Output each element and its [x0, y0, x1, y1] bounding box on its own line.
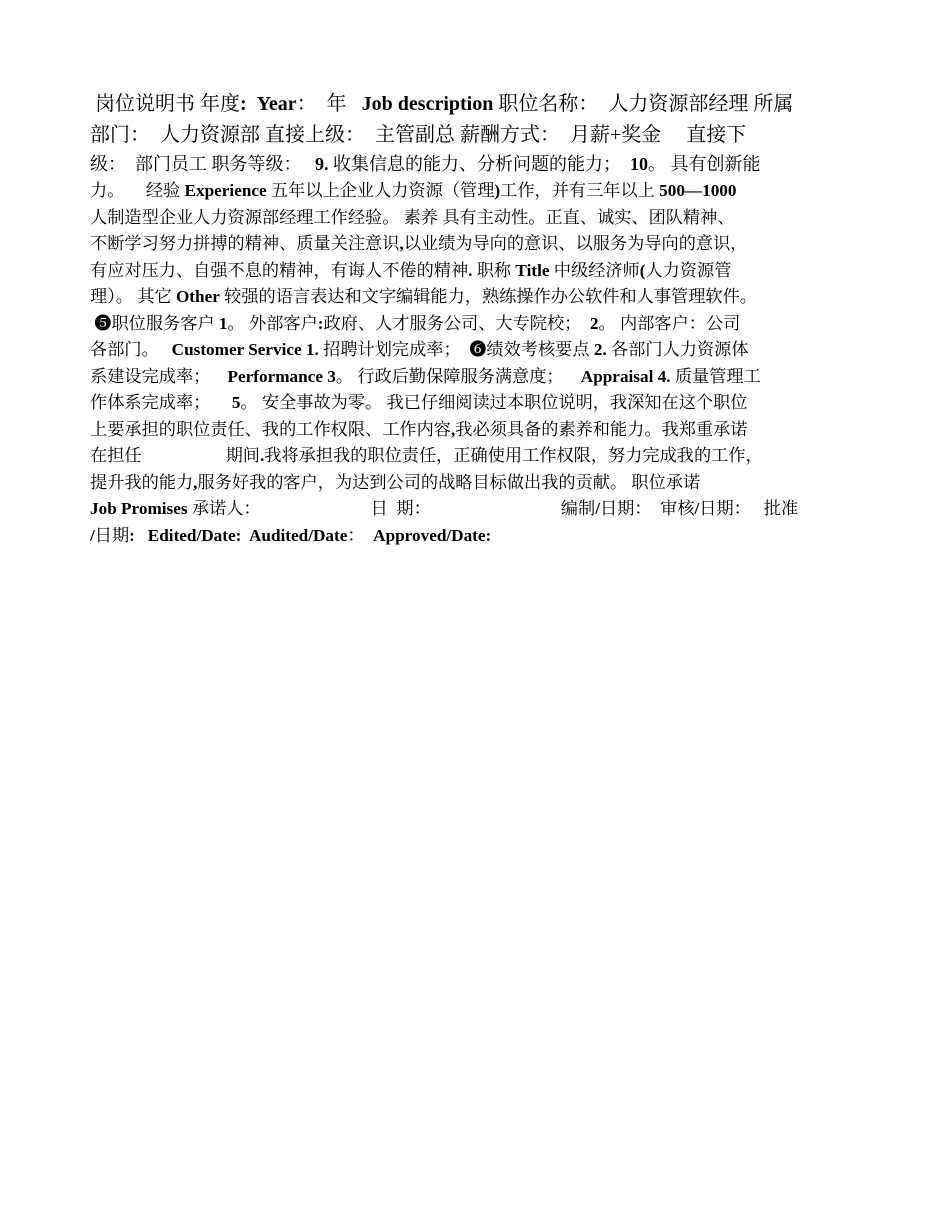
job-description-text	[90, 88, 880, 549]
text-run: 中级经济师	[549, 260, 640, 280]
bold-text-run: )	[494, 181, 501, 200]
text-run: 以业绩为导向的意识、以服务为导向的意识，	[403, 234, 748, 253]
text-run: 。 具有创新能	[648, 154, 761, 174]
text-run: 各部门人力资源体	[606, 340, 749, 359]
text-line-9	[90, 311, 880, 338]
text-run: 职称	[472, 260, 516, 280]
text-line-11	[90, 364, 880, 391]
text-run: 。 安全事故为零。 我已仔细阅读过本职位说明，我深知在这个职位	[240, 393, 748, 412]
text-run: 收集信息的能力、分析问题的能力；	[328, 154, 630, 174]
bold-text-run: Job Promises	[90, 499, 188, 518]
text-run: 职位名称： 人力资源部经理 所属	[493, 93, 794, 115]
bold-text-run: :	[240, 93, 247, 115]
bold-text-run: Job description	[361, 93, 494, 115]
text-run: 日期	[94, 525, 130, 545]
text-run: 编制	[560, 499, 596, 518]
bold-text-run: Experience	[184, 181, 267, 200]
bold-text-run: .	[468, 260, 473, 280]
text-line-8	[90, 284, 880, 311]
text-run: ：	[347, 525, 374, 545]
text-run: 我必须具备的素养和能力。我郑重承诺	[455, 419, 748, 439]
text-line-6	[90, 231, 880, 258]
text-run: 我将承担我的职位责任，正确使用工作权限，努力完成我的工作，	[264, 446, 763, 465]
text-line-2	[90, 119, 880, 150]
text-run: 作体系完成率；	[90, 393, 232, 412]
text-run: ： 年	[296, 93, 362, 115]
bold-text-run: Performance 3	[227, 366, 336, 386]
bold-text-run: Other	[175, 287, 220, 306]
text-run: 。 行政后勤保障服务满意度；	[335, 366, 581, 386]
text-run: 工作，并有三年以上	[500, 181, 660, 200]
bold-text-run: Appraisal 4.	[580, 366, 671, 386]
bold-text-run: Year	[256, 93, 297, 115]
text-line-16	[90, 496, 880, 523]
bold-text-run: : Edited/Date: Audited/Date	[129, 525, 348, 545]
text-run: 日期： 批准	[699, 499, 799, 518]
text-line-12	[90, 390, 880, 417]
text-line-3	[90, 150, 880, 178]
bold-text-run: ,	[193, 472, 198, 492]
text-run: 级： 部门员工 职务等级：	[90, 154, 315, 174]
text-run: 提升我的能力	[90, 472, 194, 492]
bold-text-run: 500—1000	[659, 181, 737, 200]
bold-text-run: 10	[630, 154, 648, 174]
text-line-1	[90, 88, 880, 119]
text-run: 理）。 其它	[90, 287, 176, 306]
bold-text-run: /	[595, 499, 600, 518]
text-run: 招聘计划完成率； ❻绩效考核要点	[318, 340, 594, 359]
text-run: 在担任	[90, 446, 142, 465]
text-line-15	[90, 470, 880, 497]
text-run: 岗位说明书 年度	[90, 93, 240, 115]
text-run: 有应对压力、自强不息的精神，有诲人不倦的精神	[90, 260, 469, 280]
bold-text-run: 2	[589, 313, 599, 333]
text-line-5	[90, 205, 880, 232]
text-run: 政府、人才服务公司、大专院校；	[323, 313, 590, 333]
bold-text-run: .	[259, 446, 265, 465]
text-run: 。 内部客户：公司	[598, 313, 741, 333]
text-line-4	[90, 178, 880, 205]
text-run: 日 期：	[370, 499, 431, 518]
bold-text-run: (	[639, 260, 646, 280]
text-run: 人制造型企业人力资源部经理工作经验。 素养 具有主动性。正直、诚实、团队精神、	[90, 207, 735, 227]
text-run: 。 外部客户	[227, 313, 318, 333]
bold-text-run: Title	[515, 260, 550, 280]
text-run: ❺职位服务客户	[90, 313, 219, 333]
text-run: 系建设完成率；	[90, 366, 228, 386]
bold-text-run: /	[90, 525, 95, 545]
text-run: 期间	[225, 446, 260, 465]
bold-text-run: 5	[231, 393, 241, 412]
text-run: 各部门。	[90, 340, 172, 359]
text-run: 部门： 人力资源部 直接上级： 主管副总 薪酬方式： 月薪+奖金 直接下	[90, 124, 747, 146]
bold-text-run: 9.	[315, 154, 329, 174]
text-run: 服务好我的客户，为达到公司的战略目标做出我的贡献。 职位承诺	[197, 472, 701, 492]
text-run: 上要承担的职位责任、我的工作权限、工作内容	[90, 419, 451, 439]
bold-text-run: 2.	[593, 340, 607, 359]
text-run: 承诺人：	[187, 499, 261, 518]
text-line-7	[90, 258, 880, 285]
text-run: 人力资源管	[645, 260, 732, 280]
bold-text-run: /	[694, 499, 700, 518]
text-line-14	[90, 443, 880, 470]
text-run: 质量管理工	[670, 366, 761, 386]
text-run: 不断学习努力拼搏的精神、质量关注意识	[90, 234, 400, 253]
text-run: 五年以上企业人力资源（管理	[266, 181, 495, 200]
text-run: 较强的语言表达和文字编辑能力，熟练操作办公软件和人事管理软件。	[219, 287, 757, 306]
text-line-13	[90, 417, 880, 444]
text-line-10	[90, 337, 880, 364]
text-run: 力。 经验	[90, 181, 185, 200]
text-line-17	[90, 523, 880, 550]
text-run	[247, 93, 257, 115]
bold-text-run: :	[317, 313, 324, 333]
bold-text-run: ,	[399, 234, 404, 253]
bold-text-run: ,	[450, 419, 456, 439]
bold-text-run: Approved/Date:	[373, 525, 492, 545]
bold-text-run: 1	[218, 313, 228, 333]
bold-text-run: Customer Service 1.	[171, 340, 319, 359]
text-run: 日期： 审核	[599, 499, 695, 518]
